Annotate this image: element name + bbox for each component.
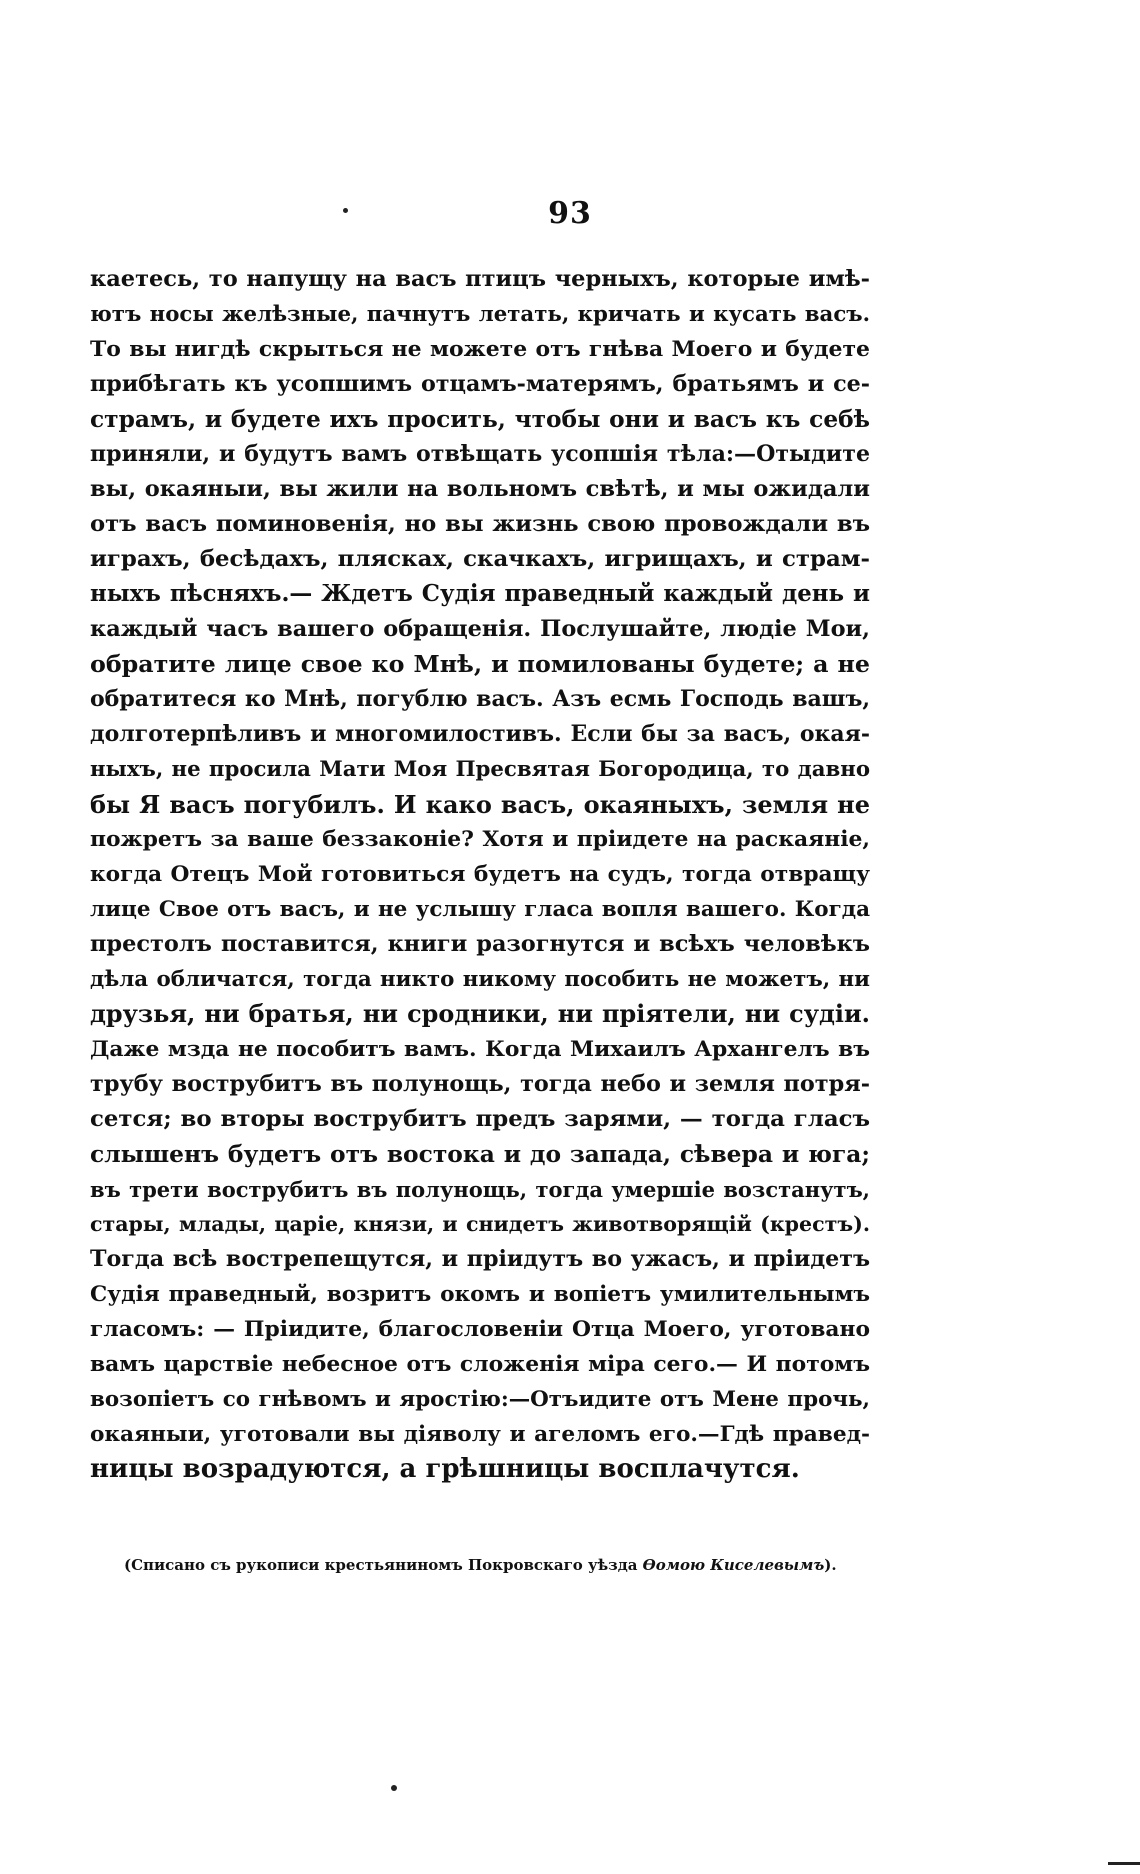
text-line: долготерпѣливъ и многомилостивъ. Если бы за васъ, окая- [90, 721, 870, 747]
text-line: возопіетъ со гнѣвомъ и яростію:—Отъидите отъ Мене прочь, [90, 1387, 870, 1412]
text-line: каждый часъ вашего обращенія. Послушайте, людіе Мои, [90, 616, 870, 642]
text-line: отъ васъ поминовенія, но вы жизнь свою провождали въ [90, 511, 870, 537]
text-line: ныхъ пѣсняхъ.— Ждетъ Судія праведный каждый день и [90, 581, 870, 607]
footnote-suffix: ). [824, 1556, 837, 1574]
text-line: престолъ поставится, книги разогнутся и всѣхъ человѣкъ [90, 931, 870, 957]
print-speck [391, 1785, 397, 1791]
text-line: слышенъ будетъ отъ востока и до запада, сѣвера и юга; [90, 1140, 870, 1168]
text-line: ныхъ, не просила Мати Моя Пресвятая Богородица, то давно [90, 757, 870, 782]
text-line: Тогда всѣ вострепещутся, и пріидутъ во ужасъ, и пріидетъ [90, 1246, 870, 1272]
text-line: въ трети вострубитъ въ полунощь, тогда умершіе возстанутъ, [90, 1177, 870, 1202]
footnote-name: Ѳомою Киселевымъ [642, 1556, 825, 1574]
body-text [90, 262, 870, 1487]
text-line: гласомъ: — Пріидите, благословеніи Отца Моего, уготовано [90, 1317, 870, 1342]
text-line: трубу вострубитъ въ полунощь, тогда небо и земля потря- [90, 1071, 870, 1097]
text-line: сется; во вторы вострубитъ предъ зарями, — тогда гласъ [90, 1106, 870, 1132]
text-line: То вы нигдѣ скрыться не можете отъ гнѣва Моего и будете [90, 336, 870, 362]
text-line: ютъ носы желѣзные, пачнутъ летать, кричать и кусать васъ. [90, 302, 870, 327]
text-line: окаяныи, уготовали вы діяволу и агеломъ его.—Гдѣ правед- [90, 1422, 870, 1447]
text-line: приняли, и будутъ вамъ отвѣщать усопшія тѣла:—Отыдите [90, 441, 870, 467]
text-line: друзья, ни братья, ни сродники, ни пріятели, ни судіи. [90, 1000, 870, 1028]
text-line: Судія праведный, возритъ окомъ и вопіетъ умилительнымъ [90, 1282, 870, 1307]
scan-edge-mark [1108, 1862, 1140, 1865]
text-line: лице Свое отъ васъ, и не услышу гласа вопля вашего. Когда [90, 897, 870, 922]
text-line-last: ницы возрадуются, а грѣшницы восплачутся. [90, 1454, 800, 1484]
text-line: вы, окаяныи, вы жили на вольномъ свѣтѣ, и мы ожидали [90, 476, 870, 502]
text-line: играхъ, бесѣдахъ, плясках, скачкахъ, игрищахъ, и страм- [90, 546, 870, 572]
text-line: вамъ царствіе небесное отъ сложенія міра сего.— И потомъ [90, 1351, 870, 1377]
text-line: пожретъ за ваше беззаконіе? Хотя и пріидете на раскаяніе, [90, 826, 870, 852]
text-line: страмъ, и будете ихъ просить, чтобы они и васъ къ себѣ [90, 406, 870, 433]
footnote-prefix: (Списано съ рукописи крестьяниномъ Покровскаго уѣзда [124, 1556, 643, 1574]
text-line: стары, млады, царіе, князи, и снидетъ животворящій (крестъ). [90, 1212, 870, 1236]
text-line: каетесь, то напущу на васъ птицъ черныхъ, которые имѣ- [90, 266, 870, 292]
text-line: обратитеся ко Мнѣ, погублю васъ. Азъ есмь Господь вашъ, [90, 686, 870, 712]
text-line: прибѣгать къ усопшимъ отцамъ-матерямъ, братьямъ и се- [90, 371, 870, 397]
text-line: обратите лице свое ко Мнѣ, и помилованы будете; а не [90, 650, 870, 678]
text-line: когда Отецъ Мой готовиться будетъ на судъ, тогда отвращу [90, 862, 870, 887]
text-line: дѣла обличатся, тогда никто никому пособить не можетъ, ни [90, 967, 870, 992]
source-footnote [124, 1556, 837, 1574]
page-number: 93 [548, 196, 592, 231]
text-line: Даже мзда не пособитъ вамъ. Когда Михаилъ Архангелъ въ [90, 1037, 870, 1062]
text-line: бы Я васъ погубилъ. И како васъ, окаяныхъ, земля не [90, 790, 870, 819]
